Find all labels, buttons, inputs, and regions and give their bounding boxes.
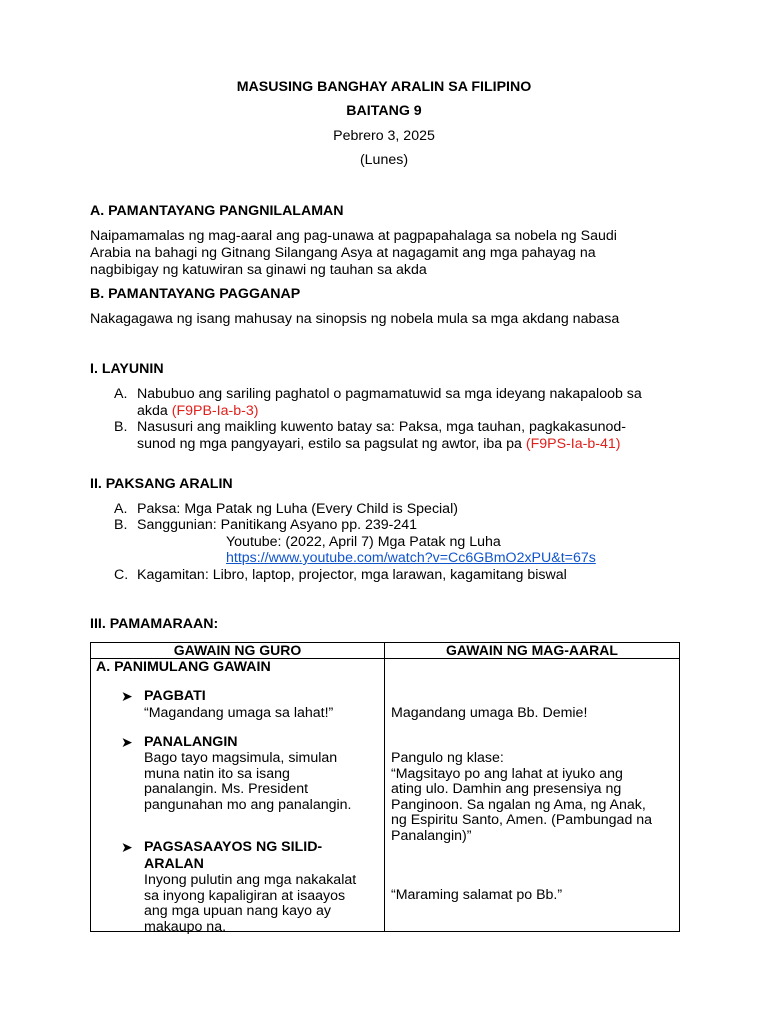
panalangin-mag-aaral-line: Pangulo ng klase: bbox=[391, 750, 504, 766]
guro-cell bbox=[91, 659, 385, 935]
section-a-body bbox=[90, 228, 680, 279]
sanggunian-item: Sanggunian: Panitikang Asyano pp. 239-241 bbox=[137, 517, 418, 533]
panalangin-mag-aaral-line: Panalangin)” bbox=[391, 827, 472, 844]
panalangin-guro-line: panalangin. Ms. President bbox=[144, 781, 309, 797]
layunin-line bbox=[137, 403, 697, 420]
competency-code: (F9PS-Ia-b-41) bbox=[525, 436, 621, 452]
lesson-day: (Lunes) bbox=[359, 152, 409, 168]
paksang-aralin-heading: II. PAKSANG ARALIN bbox=[90, 476, 233, 492]
panalangin-title: PANALANGIN bbox=[144, 734, 238, 750]
layunin-item-a bbox=[137, 386, 697, 420]
layunin-line: Nasusuri ang maikling kuwento batay sa: Paksa, mga tauhan, pagkakasunod- bbox=[137, 419, 626, 435]
list-marker: B. bbox=[114, 517, 128, 533]
layunin-heading: I. LAYUNIN bbox=[90, 361, 164, 377]
panalangin-guro bbox=[144, 751, 351, 813]
pamamaraan-heading: III. PAMAMARAAN: bbox=[90, 616, 219, 632]
pagsasaayos-mag-aaral: “Maraming salamat po Bb.” bbox=[391, 887, 563, 903]
pagbati-guro: “Magandang umaga sa lahat!” bbox=[144, 705, 334, 721]
panalangin-guro-line: pangunahan mo ang panalangin. bbox=[144, 796, 352, 813]
panimulang-gawain-heading: A. PANIMULANG GAWAIN bbox=[96, 659, 271, 675]
pagsasaayos-title-line: PAGSASAAYOS NG SILID- bbox=[144, 839, 323, 855]
pagsasaayos-guro bbox=[144, 873, 356, 935]
arrow-bullet-icon: ➤ bbox=[121, 839, 133, 855]
pagsasaayos-guro-line: sa inyong kapaligiran at isaayos bbox=[144, 887, 346, 904]
list-marker: A. bbox=[114, 501, 128, 517]
section-a-line: Arabia na bahagi ng Gitnang Silangang Asya at nagagamit ang mga pahayag na bbox=[90, 245, 596, 261]
pagbati-title: PAGBATI bbox=[144, 688, 206, 704]
section-a-line: nagbibigay ng katuwiran sa ginawi ng tauhan sa akda bbox=[90, 262, 427, 278]
layunin-line bbox=[137, 436, 697, 453]
section-a-line: Naipamamalas ng mag-aaral ang pag-unawa at pagpapahalaga sa nobela ng Saudi bbox=[90, 228, 617, 244]
document-title: MASUSING BANGHAY ARALIN SA FILIPINO bbox=[236, 79, 532, 95]
list-marker: C. bbox=[114, 567, 129, 583]
section-b-heading: B. PAMANTAYANG PAGGANAP bbox=[90, 286, 301, 302]
list-marker: B. bbox=[114, 419, 128, 435]
layunin-line: Nabubuo ang sariling paghatol o pagmamatuwid sa mga ideyang nakapaloob sa bbox=[137, 386, 642, 402]
column-header-mag-aaral: GAWAIN NG MAG-AARAL bbox=[385, 643, 680, 659]
mag-aaral-cell bbox=[385, 659, 680, 932]
panalangin-guro-line: Bago tayo magsimula, simulan bbox=[144, 750, 338, 766]
kagamitan-item: Kagamitan: Libro, laptop, projector, mga larawan, kagamitang biswal bbox=[137, 567, 567, 583]
panalangin-mag-aaral-line: Panginoon. Sa ngalan ng Ama, ng Anak, bbox=[391, 796, 646, 813]
paksa-item: Paksa: Mga Patak ng Luha (Every Child is Special) bbox=[137, 501, 458, 517]
list-marker: A. bbox=[114, 386, 128, 402]
youtube-link-wrap bbox=[226, 550, 596, 567]
panalangin-mag-aaral-line: ng Espiritu Santo, Amen. (Pambungad na bbox=[391, 812, 653, 828]
competency-code: (F9PB-Ia-b-3) bbox=[171, 403, 259, 419]
pagsasaayos-guro-line: makaupo na. bbox=[144, 918, 227, 935]
procedure-table bbox=[90, 642, 680, 935]
panalangin-mag-aaral-line: ating ulo. Damhin ang presensiya ng bbox=[391, 781, 622, 797]
panalangin-mag-aaral-line: “Magsitayo po ang lahat at iyuko ang bbox=[391, 765, 623, 782]
panalangin-mag-aaral bbox=[391, 751, 652, 844]
layunin-text: sunod ng mga pangyayari, estilo sa pagsulat ng awtor, iba pa bbox=[137, 436, 522, 452]
layunin-item-b bbox=[137, 419, 697, 453]
arrow-bullet-icon: ➤ bbox=[121, 734, 133, 750]
section-b-body: Nakagagawa ng isang mahusay na sinopsis ng nobela mula sa mga akdang nabasa bbox=[90, 311, 620, 327]
arrow-bullet-icon: ➤ bbox=[121, 688, 133, 704]
youtube-link[interactable]: https://www.youtube.com/watch?v=Cc6GBmO2xPU&t=67s bbox=[226, 550, 596, 566]
column-header-guro: GAWAIN NG GURO bbox=[91, 643, 385, 659]
grade-level: BAITANG 9 bbox=[346, 103, 422, 119]
section-a-heading: A. PAMANTAYANG PANGNILALAMAN bbox=[90, 203, 344, 219]
panalangin-guro-line: muna natin ito sa isang bbox=[144, 765, 290, 782]
pagsasaayos-guro-line: Inyong pulutin ang mga nakakalat bbox=[144, 872, 357, 888]
pagsasaayos-guro-line: ang mga upuan nang kayo ay bbox=[144, 903, 331, 919]
pagsasaayos-title-line: ARALAN bbox=[144, 856, 204, 872]
youtube-reference: Youtube: (2022, April 7) Mga Patak ng Luha bbox=[226, 534, 501, 550]
table-row bbox=[91, 659, 680, 932]
table-header-row bbox=[91, 643, 680, 659]
layunin-text: akda bbox=[137, 403, 168, 419]
pagsasaayos-title bbox=[144, 839, 322, 873]
lesson-date: Pebrero 3, 2025 bbox=[333, 128, 435, 144]
pagbati-mag-aaral: Magandang umaga Bb. Demie! bbox=[391, 705, 588, 721]
